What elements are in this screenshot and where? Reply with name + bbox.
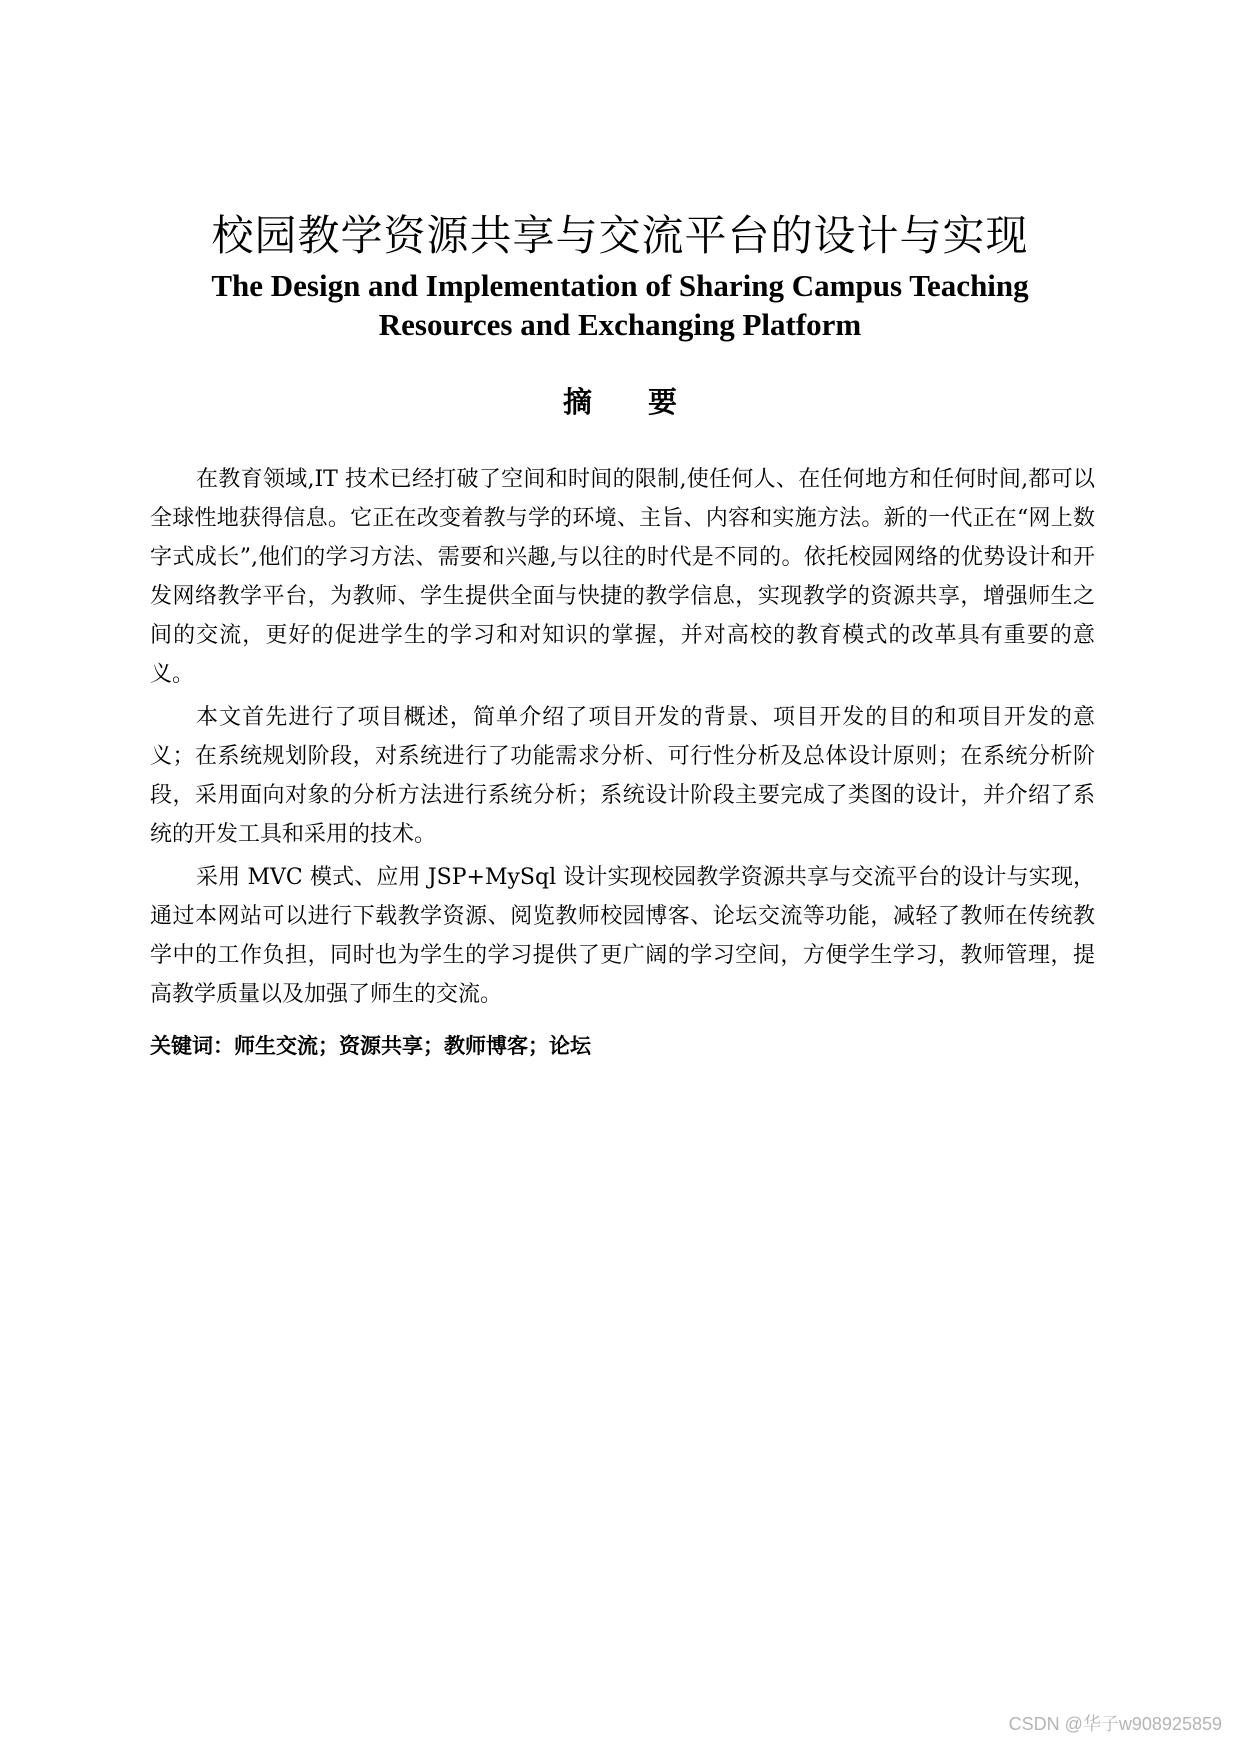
keywords-line: 关键词：师生交流；资源共享；教师博客；论坛 bbox=[150, 1034, 591, 1058]
abstract-body bbox=[150, 460, 1095, 1018]
abstract-heading-char-1: 摘 bbox=[562, 385, 592, 419]
abstract-paragraph-1: 在教育领域,IT 技术已经打破了空间和时间的限制,使任何人、在任何地方和任何时间,都可以全球性地获得信息。它正在改变着教与学的环境、主旨、内容和实施方法。新的一代正在“网上数字式成长”,他们的学习方法、需要和兴趣,与以往的时代是不同的。依托校园网络的优势设计和开发网络教学平台，为教师、学生提供全面与快捷的教学信息，实现教学的资源共享，增强师生之间的交流，更好的促进学生的学习和对知识的掌握，并对高校的教育模式的改革具有重要的意义。 bbox=[150, 467, 1095, 687]
abstract-heading-char-2: 要 bbox=[648, 385, 678, 419]
english-title-line-1: The Design and Implementation of Sharing Campus Teaching bbox=[211, 268, 1029, 303]
watermark: CSDN @华子w908925859 bbox=[1008, 1714, 1222, 1734]
chinese-title: 校园教学资源共享与交流平台的设计与实现 bbox=[211, 211, 1029, 260]
abstract-heading bbox=[0, 382, 1240, 422]
english-title-line-2: Resources and Exchanging Platform bbox=[378, 307, 862, 342]
abstract-paragraph-2: 本文首先进行了项目概述，简单介绍了项目开发的背景、项目开发的目的和项目开发的意义；在系统规划阶段，对系统进行了功能需求分析、可行性分析及总体设计原则；在系统分析阶段，采用面向对象的分析方法进行系统分析；系统设计阶段主要完成了类图的设计，并介绍了系统的开发工具和采用的技术。 bbox=[150, 705, 1095, 847]
abstract-paragraph-3: 采用 MVC 模式、应用 JSP+MySql 设计实现校园教学资源共享与交流平台的设计与实现，通过本网站可以进行下载教学资源、阅览教师校园博客、论坛交流等功能，减轻了教师在传统教学中的工作负担，同时也为学生的学习提供了更广阔的学习空间，方便学生学习，教师管理，提高教学质量以及加强了师生的交流。 bbox=[150, 865, 1095, 1007]
